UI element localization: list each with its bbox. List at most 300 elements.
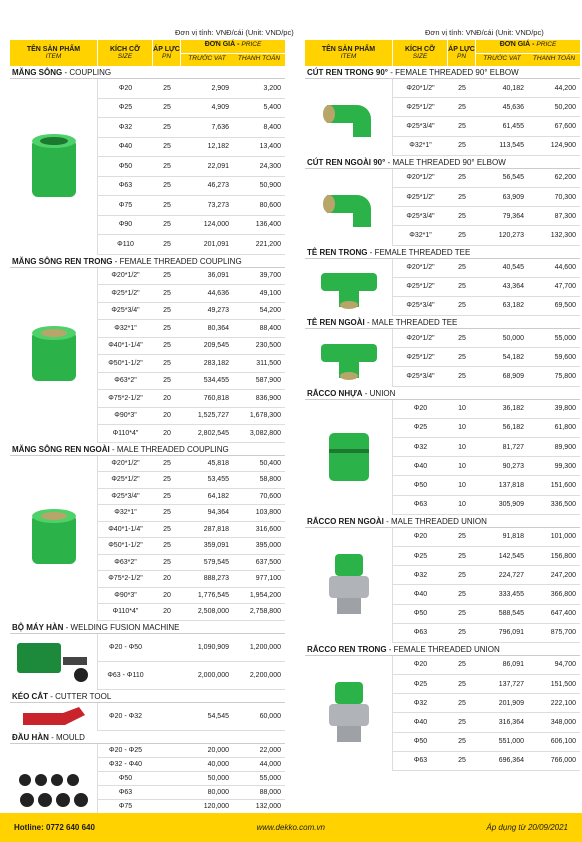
table-row	[393, 438, 580, 457]
pn-cell: 25	[458, 571, 466, 579]
metalunion-product-image	[305, 528, 393, 643]
left-section-2	[10, 443, 285, 621]
right-section-1	[305, 156, 580, 246]
price-cell: 68,909	[502, 373, 524, 381]
pn-cell: 25	[458, 122, 466, 130]
size-cell: Φ75*2-1/2"	[108, 394, 143, 402]
table-row	[393, 547, 580, 566]
pn-cell: 20	[163, 575, 171, 583]
size-cell: Φ63	[118, 788, 133, 796]
pn-cell: 25	[458, 174, 466, 182]
table-row	[98, 662, 285, 690]
elbow-product-image	[305, 169, 393, 246]
size-cell: Φ20	[413, 405, 428, 413]
total-cell: 875,700	[550, 629, 576, 637]
total-cell: 55,000	[259, 774, 281, 782]
table-row	[393, 713, 580, 732]
price-cell: 287,818	[203, 525, 229, 533]
price-cell: 44,636	[207, 289, 229, 297]
size-cell: Φ50	[118, 774, 133, 782]
pn-cell: 20	[163, 412, 171, 420]
size-cell: Φ20*1/2"	[406, 174, 435, 182]
total-cell: 49,100	[259, 289, 281, 297]
size-cell: Φ63	[413, 629, 428, 637]
right-section-0	[305, 66, 580, 156]
tee-product-image	[305, 329, 393, 387]
table-row	[98, 138, 285, 158]
price-cell: 40,545	[502, 264, 524, 272]
table-row	[98, 555, 285, 572]
pn-cell: 25	[458, 610, 466, 618]
price-cell: 1,090,909	[197, 643, 229, 651]
table-row	[393, 733, 580, 752]
price-cell: 45,636	[502, 103, 524, 111]
section-title: TÊ REN TRONG - FEMALE THREADED TEE	[305, 246, 580, 259]
size-cell: Φ50*1-1/2"	[108, 542, 143, 550]
total-cell: 75,800	[554, 373, 576, 381]
size-cell: Φ63	[118, 182, 133, 190]
size-cell: Φ90*3"	[114, 591, 137, 599]
total-cell: 44,600	[554, 264, 576, 272]
table-row	[98, 588, 285, 605]
size-cell: Φ32*1"	[114, 324, 137, 332]
total-cell: 336,500	[550, 501, 576, 509]
size-cell: Φ40*1-1/4"	[108, 525, 143, 533]
size-cell: Φ20 - Φ32	[109, 712, 142, 720]
price-cell: 63,182	[502, 302, 524, 310]
size-cell: Φ90*3"	[114, 412, 137, 420]
price-cell: 22,091	[207, 162, 229, 170]
total-cell: 247,200	[550, 571, 576, 579]
total-cell: 8,400	[263, 123, 281, 131]
table-row	[393, 419, 580, 438]
pn-cell: 25	[163, 182, 171, 190]
table-row	[393, 348, 580, 367]
total-cell: 50,400	[259, 459, 281, 467]
table-row	[393, 496, 580, 515]
pn-cell: 20	[163, 591, 171, 599]
total-cell: 13,400	[259, 143, 281, 151]
price-cell: 64,182	[207, 492, 229, 500]
table-row	[98, 373, 285, 391]
machine-product-image	[10, 634, 98, 690]
total-cell: 766,000	[550, 757, 576, 765]
table-row	[98, 320, 285, 338]
price-cell: 316,364	[498, 719, 524, 727]
size-cell: Φ50	[413, 610, 428, 618]
price-cell: 80,364	[207, 324, 229, 332]
size-cell: Φ32	[413, 699, 428, 707]
pn-cell: 10	[458, 501, 466, 509]
footer	[0, 813, 582, 842]
size-cell: Φ32	[413, 443, 428, 451]
pn-cell: 25	[163, 342, 171, 350]
total-cell: 55,000	[554, 334, 576, 342]
total-cell: 1,200,000	[249, 643, 281, 651]
size-cell: Φ25*3/4"	[406, 302, 435, 310]
total-cell: 606,100	[550, 738, 576, 746]
table-row	[98, 538, 285, 555]
pn-cell: 25	[458, 231, 466, 239]
right-section-6	[305, 643, 580, 771]
section-title: RẮCCO REN TRONG - FEMALE THREADED UNION	[305, 643, 580, 656]
price-cell: 2,508,000	[197, 608, 229, 616]
pn-cell: 25	[163, 307, 171, 315]
size-cell: Φ20	[413, 533, 428, 541]
total-cell: 221,200	[255, 240, 281, 248]
pn-cell: 10	[458, 443, 466, 451]
total-cell: 836,900	[255, 394, 281, 402]
size-cell: Φ25*3/4"	[406, 122, 435, 130]
pn-cell: 25	[163, 492, 171, 500]
cutter-product-image	[10, 703, 98, 731]
section-title: MĂNG SÔNG REN NGOÀI - MALE THREADED COUPLING	[10, 443, 285, 456]
price-cell: 56,182	[502, 424, 524, 432]
size-cell: Φ25	[413, 552, 428, 560]
price-cell: 551,000	[498, 738, 524, 746]
pn-cell: 25	[458, 661, 466, 669]
price-cell: 86,091	[502, 661, 524, 669]
pn-cell: 10	[458, 462, 466, 470]
total-cell: 50,200	[554, 103, 576, 111]
table-row	[98, 489, 285, 506]
total-cell: 151,500	[550, 680, 576, 688]
total-cell: 99,300	[554, 462, 576, 470]
price-cell: 63,909	[502, 193, 524, 201]
table-header: TÊN SẢN PHẨM ITEM KÍCH CỠ SIZE ÁP LỰC PN ĐƠN GIÁ - PRICE TRƯỚC VAT THANH TOÁN	[10, 40, 285, 66]
total-cell: 88,000	[259, 788, 281, 796]
size-cell: Φ20 - Φ25	[109, 746, 142, 754]
total-cell: 59,600	[554, 353, 576, 361]
pn-cell: 25	[458, 373, 466, 381]
left-section-3	[10, 621, 285, 690]
size-cell: Φ25	[413, 424, 428, 432]
size-cell: Φ25	[413, 680, 428, 688]
pn-cell: 25	[163, 509, 171, 517]
size-cell: Φ32	[413, 571, 428, 579]
price-cell: 201,091	[203, 240, 229, 248]
size-cell: Φ25*3/4"	[111, 492, 140, 500]
pn-cell: 25	[163, 459, 171, 467]
size-cell: Φ50	[413, 481, 428, 489]
size-cell: Φ32	[118, 123, 133, 131]
table-row	[98, 425, 285, 443]
table-row	[393, 566, 580, 585]
size-cell: Φ25*1/2"	[406, 103, 435, 111]
table-row	[98, 196, 285, 216]
price-cell: 81,727	[502, 443, 524, 451]
price-cell: 56,545	[502, 174, 524, 182]
price-cell: 2,909	[211, 84, 229, 92]
size-cell: Φ110*4"	[112, 429, 139, 437]
pn-cell: 25	[458, 590, 466, 598]
total-cell: 60,000	[259, 712, 281, 720]
table-row	[98, 758, 285, 772]
total-cell: 54,200	[259, 307, 281, 315]
price-cell: 54,545	[207, 712, 229, 720]
size-cell: Φ25*3/4"	[111, 307, 140, 315]
table-row	[393, 137, 580, 156]
table-row	[98, 303, 285, 321]
price-cell: 888,273	[203, 575, 229, 583]
price-cell: 90,273	[502, 462, 524, 470]
total-cell: 151,600	[550, 481, 576, 489]
price-cell: 120,000	[203, 802, 229, 810]
price-cell: 54,182	[502, 353, 524, 361]
price-cell: 113,545	[499, 142, 524, 150]
total-cell: 132,300	[550, 231, 576, 239]
total-cell: 311,500	[256, 359, 281, 367]
size-cell: Φ50	[118, 162, 133, 170]
size-cell: Φ63*2"	[114, 558, 137, 566]
price-cell: 45,818	[207, 459, 229, 467]
total-cell: 101,000	[550, 533, 576, 541]
price-cell: 137,727	[498, 680, 524, 688]
pn-cell: 20	[163, 394, 171, 402]
section-title: ĐẦU HÀN - MOULD	[10, 731, 285, 744]
size-cell: Φ40*1-1/4"	[108, 342, 143, 350]
size-cell: Φ32*1"	[409, 142, 432, 150]
table-row	[98, 285, 285, 303]
pn-cell: 25	[163, 476, 171, 484]
total-cell: 24,300	[259, 162, 281, 170]
size-cell: Φ63	[413, 501, 428, 509]
table-row	[98, 118, 285, 138]
size-cell: Φ32 - Φ40	[109, 760, 142, 768]
threaded-product-image	[10, 456, 98, 621]
section-title: BỘ MÁY HÀN - WELDING FUSION MACHINE	[10, 621, 285, 634]
total-cell: 647,400	[550, 610, 576, 618]
union-product-image	[305, 400, 393, 515]
total-cell: 67,600	[554, 122, 576, 130]
price-cell: 1,776,545	[197, 591, 229, 599]
hotline: Hotline: 0772 640 640	[14, 823, 95, 832]
price-cell: 12,182	[207, 143, 229, 151]
total-cell: 61,800	[554, 424, 576, 432]
price-cell: 40,000	[207, 760, 229, 768]
section-title: RẮCCO NHỰA - UNION	[305, 387, 580, 400]
size-cell: Φ20*1/2"	[111, 272, 140, 280]
table-row	[393, 528, 580, 547]
table-row	[393, 207, 580, 226]
pn-cell: 25	[163, 359, 171, 367]
price-cell: 36,091	[207, 272, 229, 280]
table-row	[98, 268, 285, 286]
price-cell: 224,727	[498, 571, 524, 579]
table-row	[98, 522, 285, 539]
section-title: CÚT REN TRONG 90° - FEMALE THREADED 90° ELBOW	[305, 66, 580, 79]
table-row	[98, 355, 285, 373]
table-row	[393, 98, 580, 117]
size-cell: Φ63 - Φ110	[107, 671, 144, 679]
pn-cell: 25	[163, 104, 171, 112]
size-cell: Φ32*1"	[114, 509, 137, 517]
table-row	[98, 235, 285, 255]
left-section-1	[10, 255, 285, 443]
right-price-column	[305, 40, 580, 771]
total-cell: 136,400	[255, 221, 281, 229]
pn-cell: 25	[163, 542, 171, 550]
price-cell: 2,802,545	[197, 429, 229, 437]
price-cell: 142,545	[498, 552, 524, 560]
size-cell: Φ20	[413, 661, 428, 669]
table-row	[393, 188, 580, 207]
table-row	[98, 216, 285, 236]
total-cell: 132,000	[255, 802, 281, 810]
total-cell: 5,400	[263, 104, 281, 112]
price-cell: 50,000	[207, 774, 229, 782]
table-row	[393, 259, 580, 278]
unit-note-right: Đơn vị tính: VNĐ/cái (Unit: VND/pc)	[425, 28, 544, 37]
size-cell: Φ20*1/2"	[406, 334, 435, 342]
price-cell: 61,455	[502, 122, 524, 130]
total-cell: 1,678,300	[249, 412, 281, 420]
price-cell: 73,273	[207, 201, 229, 209]
effective-date: Áp dụng từ 20/09/2021	[486, 823, 568, 832]
table-row	[98, 79, 285, 99]
size-cell: Φ25*1/2"	[406, 353, 435, 361]
price-cell: 579,545	[203, 558, 229, 566]
threaded-product-image	[10, 268, 98, 443]
pn-cell: 25	[163, 123, 171, 131]
total-cell: 366,800	[550, 590, 576, 598]
total-cell: 348,000	[550, 719, 576, 727]
pn-cell: 25	[458, 283, 466, 291]
total-cell: 977,100	[255, 575, 281, 583]
price-cell: 283,182	[203, 359, 229, 367]
table-row	[98, 703, 285, 731]
pn-cell: 25	[458, 212, 466, 220]
price-cell: 588,545	[498, 610, 524, 618]
price-cell: 80,000	[207, 788, 229, 796]
pn-cell: 25	[163, 377, 171, 385]
size-cell: Φ90	[118, 221, 133, 229]
size-cell: Φ25*1/2"	[406, 283, 435, 291]
table-row	[393, 226, 580, 245]
total-cell: 47,700	[554, 283, 576, 291]
size-cell: Φ50	[413, 738, 428, 746]
price-cell: 36,182	[502, 405, 524, 413]
price-cell: 209,545	[203, 342, 229, 350]
pn-cell: 25	[163, 162, 171, 170]
pn-cell: 25	[458, 699, 466, 707]
table-row	[98, 408, 285, 426]
coupling-product-image	[10, 79, 98, 255]
pn-cell: 25	[458, 738, 466, 746]
table-row	[393, 278, 580, 297]
total-cell: 3,200	[263, 84, 281, 92]
table-row	[393, 457, 580, 476]
size-cell: Φ20	[118, 84, 133, 92]
table-row	[393, 329, 580, 348]
size-cell: Φ20*1/2"	[111, 459, 140, 467]
size-cell: Φ50*1-1/2"	[108, 359, 143, 367]
table-row	[98, 772, 285, 786]
price-cell: 305,909	[498, 501, 524, 509]
price-cell: 696,364	[498, 757, 524, 765]
total-cell: 94,700	[554, 661, 576, 669]
price-cell: 94,364	[207, 509, 229, 517]
size-cell: Φ20*1/2"	[406, 84, 435, 92]
size-cell: Φ40	[413, 462, 428, 470]
total-cell: 80,600	[259, 201, 281, 209]
section-title: CÚT REN NGOÀI 90° - MALE THREADED 90° ELBOW	[305, 156, 580, 169]
pn-cell: 10	[458, 424, 466, 432]
price-cell: 79,364	[502, 212, 524, 220]
table-row	[393, 79, 580, 98]
table-row	[98, 505, 285, 522]
right-section-5	[305, 515, 580, 643]
price-cell: 1,525,727	[197, 412, 229, 420]
table-row	[98, 800, 285, 814]
table-row	[393, 367, 580, 386]
pn-cell: 25	[458, 757, 466, 765]
price-cell: 760,818	[203, 394, 229, 402]
price-cell: 359,091	[203, 542, 229, 550]
total-cell: 69,500	[554, 302, 576, 310]
table-row	[98, 744, 285, 758]
price-cell: 120,273	[498, 231, 524, 239]
price-cell: 124,000	[203, 221, 229, 229]
total-cell: 3,082,800	[249, 429, 281, 437]
price-cell: 40,182	[502, 84, 524, 92]
total-cell: 39,700	[259, 272, 281, 280]
price-cell: 53,455	[207, 476, 229, 484]
size-cell: Φ25*1/2"	[111, 289, 140, 297]
table-row	[393, 476, 580, 495]
table-row	[393, 169, 580, 188]
size-cell: Φ25*1/2"	[111, 476, 140, 484]
total-cell: 70,300	[554, 193, 576, 201]
price-cell: 201,909	[498, 699, 524, 707]
pn-cell: 25	[163, 84, 171, 92]
table-row	[393, 400, 580, 419]
table-row	[393, 656, 580, 675]
pn-cell: 25	[458, 302, 466, 310]
pn-cell: 20	[163, 608, 171, 616]
pn-cell: 25	[458, 719, 466, 727]
table-row	[98, 786, 285, 800]
pn-cell: 25	[163, 289, 171, 297]
size-cell: Φ40	[118, 143, 133, 151]
total-cell: 89,900	[554, 443, 576, 451]
price-cell: 333,455	[498, 590, 524, 598]
size-cell: Φ40	[413, 719, 428, 727]
tee-product-image	[305, 259, 393, 317]
total-cell: 50,900	[259, 182, 281, 190]
total-cell: 395,000	[255, 542, 281, 550]
pn-cell: 25	[458, 552, 466, 560]
total-cell: 70,600	[259, 492, 281, 500]
pn-cell: 25	[458, 680, 466, 688]
price-cell: 20,000	[207, 746, 229, 754]
size-cell: Φ110	[117, 240, 134, 248]
table-row	[98, 390, 285, 408]
size-cell: Φ25	[118, 104, 133, 112]
section-title: MĂNG SÔNG - COUPLING	[10, 66, 285, 79]
table-row	[98, 571, 285, 588]
price-cell: 49,273	[207, 307, 229, 315]
total-cell: 124,900	[550, 142, 576, 150]
price-cell: 43,364	[502, 283, 524, 291]
right-section-3	[305, 316, 580, 387]
price-cell: 50,000	[502, 334, 524, 342]
right-section-2	[305, 246, 580, 317]
right-section-4	[305, 387, 580, 515]
pn-cell: 25	[458, 103, 466, 111]
size-cell: Φ25*1/2"	[406, 193, 435, 201]
size-cell: Φ32*1"	[409, 231, 432, 239]
